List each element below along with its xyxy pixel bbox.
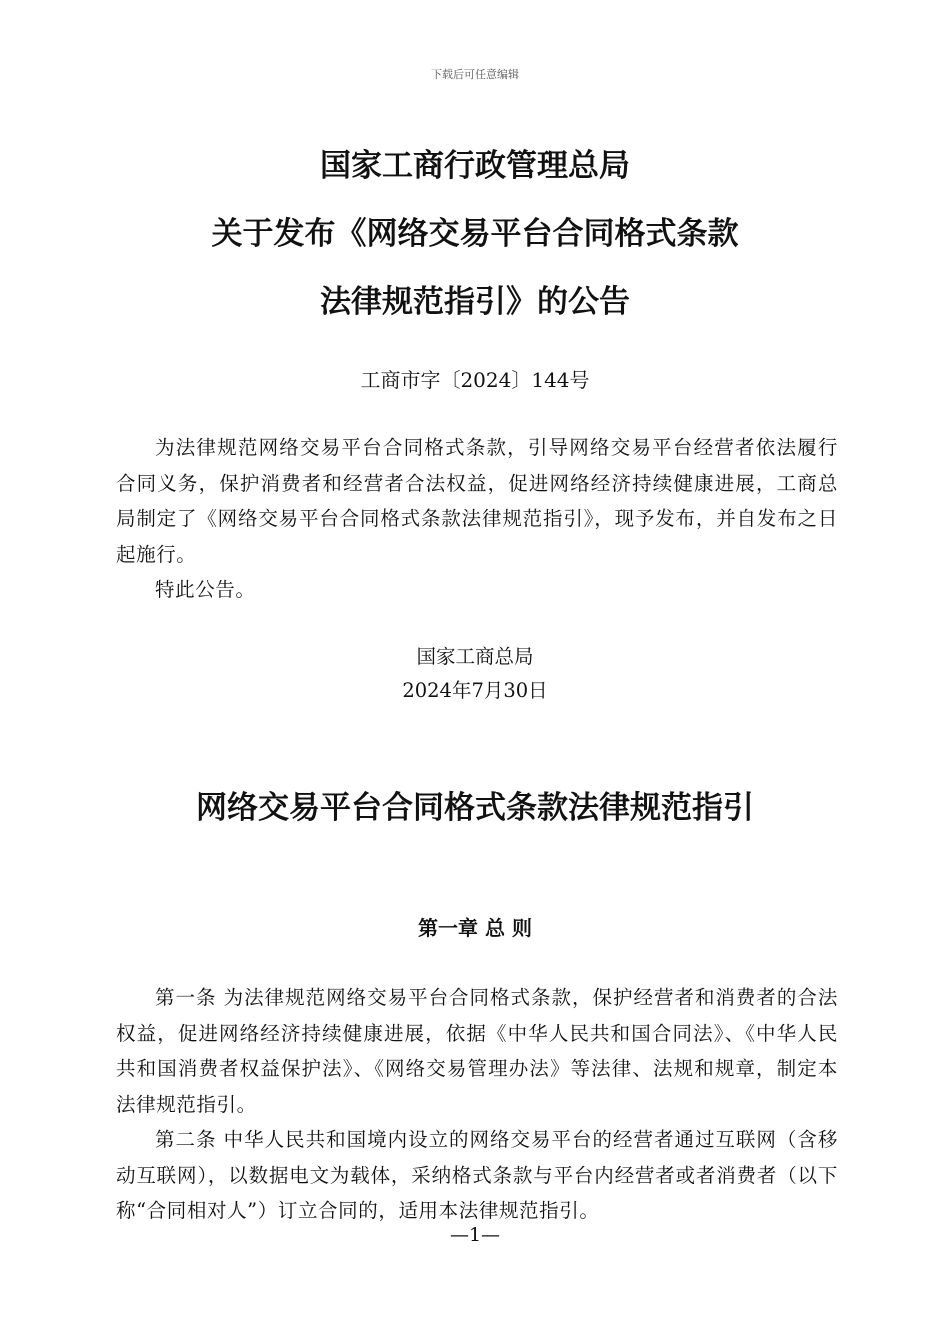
notice-title-line-1: 国家工商行政管理总局 [320,148,630,184]
article-1: 第一条 为法律规范网络交易平台合同格式条款，保护经营者和消费者的合法权益，促进网络经济持续健康进展，依据《中华人民共和国合同法》、《中华人民共和国消费者权益保护法》、《网络交易管理办法》等法律、法规和规章，制定本法律规范指引。 [116,986,838,1116]
document-number: 工商市字〔2024〕144号 [360,368,590,392]
notice-title-line-2: 关于发布《网络交易平台合同格式条款 [211,216,739,252]
notice-closing: 特此公告。 [155,578,256,601]
signature-org: 国家工商总局 [416,645,534,668]
header-note: 下载后可任意编辑 [431,68,519,81]
signature-block [0,640,950,708]
article-2: 第二条 中华人民共和国境内设立的网络交易平台的经营者通过互联网（含移动互联网），以数据电文为载体，采纳格式条款与平台内经营者或者消费者（以下称“合同相对人”）订立合同的，适用本法律规范指引。 [116,1128,838,1222]
page-number: —1— [449,1224,501,1246]
chapter-title: 第一章 总 则 [418,916,532,940]
notice-title [0,132,950,336]
articles [116,980,838,1229]
notice-paragraph: 为法律规范网络交易平台合同格式条款，引导网络交易平台经营者依法履行合同义务，保护消费者和经营者合法权益，促进网络经济持续健康进展，工商总局制定了《网络交易平台合同格式条款法律规范指引》，现予发布，并自发布之日起施行。 [116,436,838,566]
signature-date: 2024年7月30日 [402,679,548,702]
guide-title: 网络交易平台合同格式条款法律规范指引 [196,790,754,826]
notice-body [116,430,838,608]
notice-title-line-3: 法律规范指引》的公告 [320,284,630,320]
